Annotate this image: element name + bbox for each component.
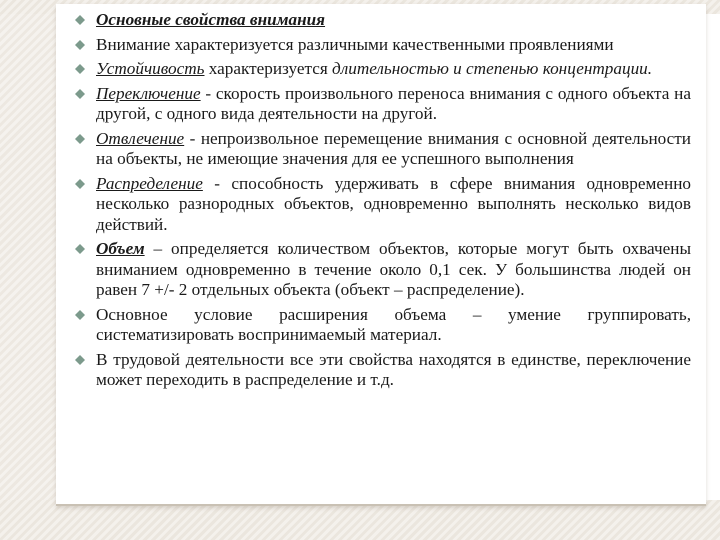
bullet-diamond-icon: [75, 310, 85, 320]
bullet-diamond-icon: [75, 134, 85, 144]
bullet-text: В трудовой деятельности все эти свойства находятся в единстве, переключение может переходить в распределение и т.д.: [96, 349, 691, 389]
term-volume: Объем: [96, 239, 145, 258]
bullet-text: - способность удерживать в сфере внимания одновременно несколько разнородных объектов, одновременно выполнять несколько видов действий.: [96, 173, 691, 234]
bullet-list: [75, 10, 691, 395]
italic-concentration: степенью концентрации.: [466, 59, 653, 78]
bullet-item: [75, 84, 691, 125]
bullet-diamond-icon: [75, 179, 85, 189]
bullet-item: [75, 129, 691, 170]
bullet-diamond-icon: [75, 40, 85, 50]
bullet-item: [75, 305, 691, 346]
term-switching: Переключение: [96, 83, 201, 103]
bullet-diamond-icon: [75, 15, 85, 25]
italic-duration: длительностью: [332, 59, 449, 78]
term-distraction: Отвлечение: [96, 128, 185, 148]
bullet-text: - непроизвольное перемещение внимания с основной деятельности на объекты, не имеющие значения для ее успешного выполнения: [96, 128, 691, 168]
bullet-text: Основное условие расширения объема – умение группировать, систематизировать воспринимаемый материал.: [96, 304, 691, 344]
bullet-text: - скорость произвольного переноса внимания с одного объекта на другой, с одного вида деятельности на другой.: [96, 83, 691, 123]
bullet-item: [75, 239, 691, 301]
bullet-diamond-icon: [75, 89, 85, 99]
bullet-diamond-icon: [75, 64, 85, 74]
bullet-text: характеризуется: [204, 59, 333, 78]
bullet-text: и: [448, 59, 467, 78]
bullet-item: [75, 350, 691, 391]
bullet-item: [75, 59, 691, 80]
bullet-diamond-icon: [75, 355, 85, 365]
bullet-item: [75, 174, 691, 236]
bullet-item: [75, 10, 691, 31]
background-pattern-bottom: [0, 500, 720, 540]
term-stability: Устойчивость: [96, 59, 205, 78]
background-pattern-left: [0, 0, 60, 540]
bullet-text: Внимание характеризуется различными качественными проявлениями: [96, 34, 614, 54]
slide-title: Основные свойства внимания: [96, 10, 326, 29]
bullet-diamond-icon: [75, 244, 85, 254]
term-distribution: Распределение: [96, 173, 203, 193]
bullet-item: [75, 35, 691, 56]
bullet-text: – определяется количеством объектов, которые могут быть охвачены вниманием одновременно в течение около 0,1 сек. У большинства людей он равен 7 +/- 2 отдельных объекта (объект – распределение).: [96, 239, 691, 299]
